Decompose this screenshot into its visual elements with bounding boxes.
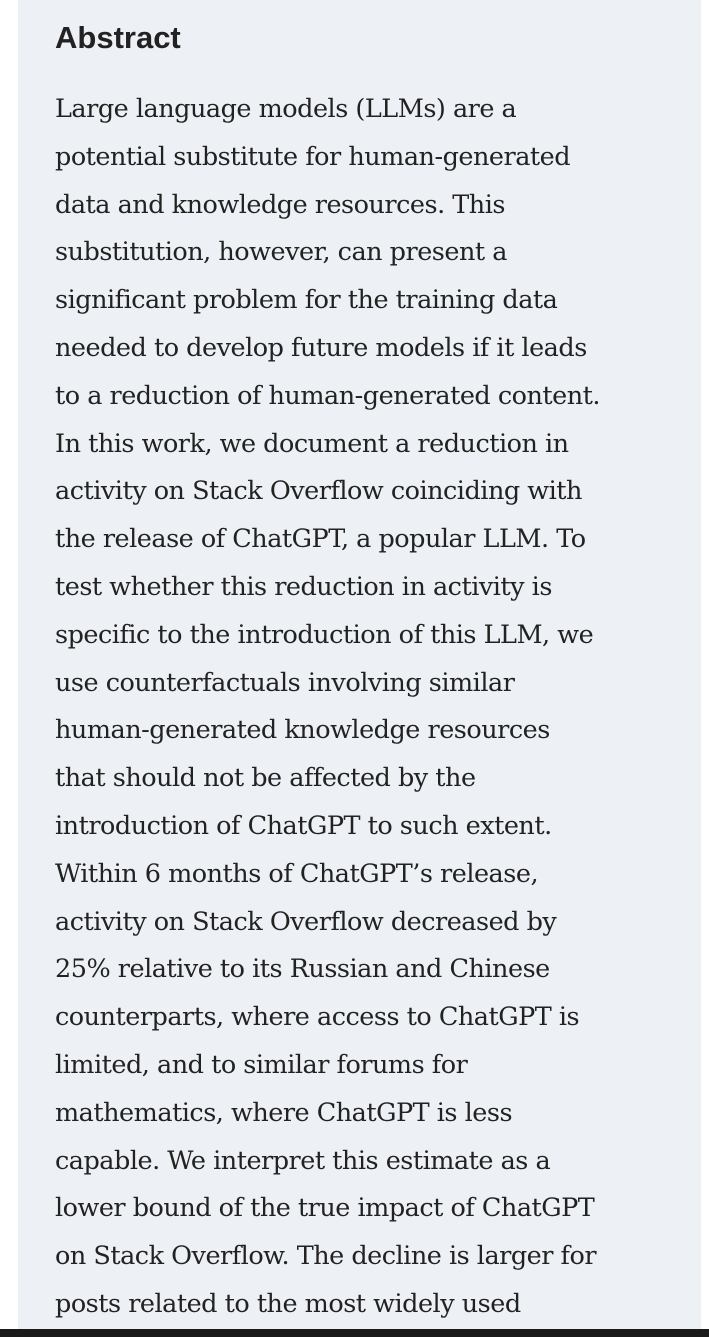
abstract-line: substitution, however, can present a xyxy=(55,237,507,268)
abstract-line: human-generated knowledge resources xyxy=(55,715,550,746)
abstract-line: 25% relative to its Russian and Chinese xyxy=(55,954,550,985)
abstract-line: posts related to the most widely used xyxy=(55,1288,521,1319)
abstract-line: introduction of ChatGPT to such extent. xyxy=(55,810,552,841)
abstract-line: activity on Stack Overflow decreased by xyxy=(55,906,557,937)
abstract-line: test whether this reduction in activity is xyxy=(55,571,552,602)
abstract-body xyxy=(55,86,701,1329)
abstract-line: Large language models (LLMs) are a xyxy=(55,94,517,124)
abstract-line: activity on Stack Overflow coinciding with xyxy=(55,476,582,507)
abstract-line: Within 6 months of ChatGPT’s release, xyxy=(55,858,539,889)
abstract-line: needed to develop future models if it leads xyxy=(55,332,587,363)
abstract-line: potential substitute for human-generated xyxy=(55,141,571,172)
abstract-line: significant problem for the training data xyxy=(55,285,558,316)
bottom-edge-bar xyxy=(0,1329,709,1337)
abstract-line: data and knowledge resources. This xyxy=(55,189,505,220)
abstract-line: the release of ChatGPT, a popular LLM. To xyxy=(55,524,586,555)
abstract-line: on Stack Overflow. The decline is larger for xyxy=(55,1241,597,1272)
abstract-line: mathematics, where ChatGPT is less xyxy=(55,1097,513,1128)
abstract-line: specific to the introduction of this LLM, we xyxy=(55,619,594,650)
abstract-panel xyxy=(18,0,701,1329)
abstract-line: counterparts, where access to ChatGPT is xyxy=(55,1002,580,1033)
abstract-line: that should not be affected by the xyxy=(55,763,476,794)
abstract-line: limited, and to similar forums for xyxy=(55,1049,468,1080)
abstract-line: use counterfactuals involving similar xyxy=(55,667,515,698)
abstract-heading: Abstract xyxy=(55,20,181,55)
abstract-line: In this work, we document a reduction in xyxy=(55,428,569,459)
abstract-line: to a reduction of human-generated content. xyxy=(55,380,601,411)
abstract-line: lower bound of the true impact of ChatGPT xyxy=(55,1193,595,1224)
abstract-line: capable. We interpret this estimate as a xyxy=(55,1145,551,1176)
